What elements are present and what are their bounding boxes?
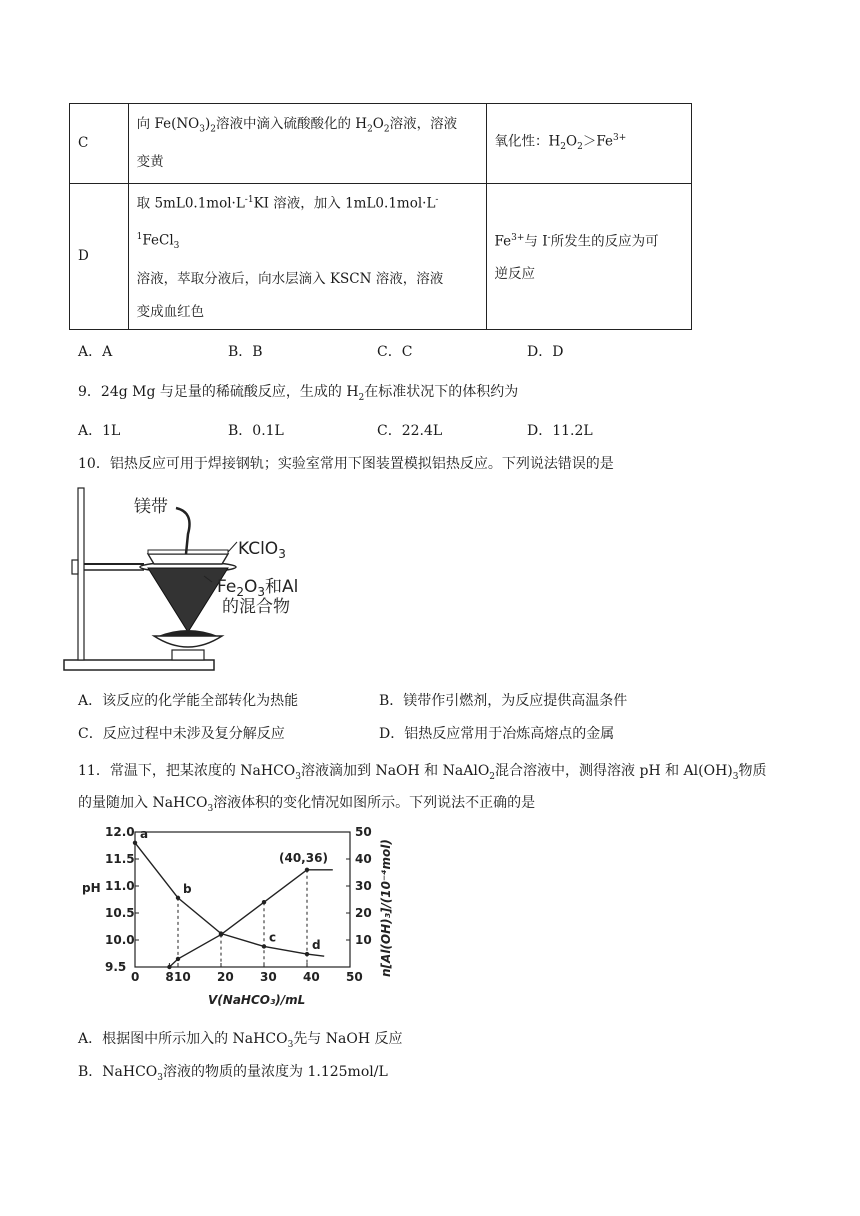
- option-b[interactable]: B．0.1L: [228, 423, 284, 439]
- ph-point-label: c: [269, 930, 277, 945]
- y-right-tick-label: 40: [355, 852, 372, 866]
- question-11-line-2: 的量随加入 NaHCO$_3$溶液体积的变化情况如图所示。下列说法不正确的是: [78, 795, 536, 814]
- x-tick-label: 40: [303, 970, 320, 984]
- y-left-axis-label: pH: [82, 881, 101, 895]
- conclusion-cell: 氧化性：$H_2O_2>Fe^{3+}$: [486, 104, 691, 184]
- option-b[interactable]: B．镁带作引燃剂，为反应提供高温条件: [379, 693, 628, 709]
- label-kclo3: KClO: [238, 539, 279, 559]
- x-tick-label: 50: [346, 970, 363, 984]
- question-10: 10．铝热反应可用于焊接钢轨；实验室常用下图装置模拟铝热反应。下列说法错误的是: [78, 456, 614, 472]
- ph-point-label: d: [312, 938, 321, 953]
- experiment-cell: 取 $5mL0.1mol\cdot L^{-1}KI$ 溶液，加入 $1mL0.1mol\cdot L^{-1}FeCl_3$ 溶液，萃取分液后，向水层滴入 KSCN 溶液，溶液 变成血红色: [128, 184, 486, 330]
- row-letter: D: [70, 184, 129, 330]
- y-right-tick-label: 50: [355, 825, 372, 839]
- thermite-apparatus-diagram: [62, 484, 322, 674]
- label-mixture: 的混合物: [222, 597, 290, 617]
- y-right-tick-label: 10: [355, 933, 372, 947]
- option-a[interactable]: A．A: [78, 344, 113, 360]
- y-left-tick-label: 10.0: [105, 933, 135, 947]
- ph-point-label: a: [140, 826, 149, 841]
- svg-text:KClO3: KClO$_3$: [238, 539, 286, 561]
- svg-text:Fe2O3和Al: $Fe_2O_3$和Al: [217, 577, 299, 599]
- question-9: 9．24g Mg 与足量的稀硫酸反应，生成的 $H_2$在标准状况下的体积约为: [78, 384, 519, 403]
- y-left-tick-label: 11.5: [105, 852, 135, 866]
- conclusion-cell: $Fe^{3+}$与 I-所发生的反应为可 逆反应: [486, 184, 691, 330]
- annotation-label: (40,36): [279, 850, 328, 865]
- x-tick-label: 8: [165, 970, 174, 984]
- ph-chart: [80, 822, 393, 1012]
- y-left-tick-label: 12.0: [105, 825, 135, 839]
- option-c[interactable]: C．22.4L: [377, 423, 443, 439]
- x-axis-label: V(NaHCO₃)/mL: [208, 993, 306, 1007]
- x-tick-label: 10: [174, 970, 191, 984]
- y-left-tick-label: 11.0: [105, 879, 135, 893]
- option-b[interactable]: B．NaHCO$_3$溶液的物质的量浓度为 1.125mol/L: [78, 1064, 388, 1083]
- y-left-tick-label: 9.5: [105, 960, 127, 974]
- question-11-line-1: 11．常温下，把某浓度的 NaHCO$_3$溶液滴加到 NaOH 和 NaAlO$_2$混合溶液中，测得溶液 pH 和 $Al(OH)_3$物质: [78, 763, 767, 782]
- table-row: [70, 104, 692, 184]
- row-letter: C: [70, 104, 129, 184]
- table-row: [70, 184, 692, 330]
- y-right-axis-label: n[Al(OH)₃]/(10⁻⁴mol): [379, 839, 393, 977]
- option-c[interactable]: C．反应过程中未涉及复分解反应: [78, 726, 285, 742]
- option-b[interactable]: B．B: [228, 344, 263, 360]
- x-tick-label: 30: [260, 970, 277, 984]
- experiment-cell: 向 $Fe(NO_3)_2$溶液中滴入硫酸酸化的 $H_2O_2$溶液，溶液 变黄: [128, 104, 486, 184]
- question-table: [69, 103, 692, 330]
- option-d[interactable]: D．铝热反应常用于冶炼高熔点的金属: [379, 726, 615, 742]
- option-a[interactable]: A．根据图中所示加入的 NaHCO$_3$先与 NaOH 反应: [78, 1031, 403, 1050]
- option-d[interactable]: D．D: [527, 344, 564, 360]
- y-right-tick-label: 30: [355, 879, 372, 893]
- aloh3-point: [167, 965, 171, 969]
- option-a[interactable]: A．该反应的化学能全部转化为热能: [78, 693, 299, 709]
- ph-point-label: b: [183, 881, 192, 896]
- y-left-tick-label: 10.5: [105, 906, 135, 920]
- x-tick-label: 0: [131, 970, 140, 984]
- ph-point: [133, 841, 137, 845]
- y-right-tick-label: 20: [355, 906, 372, 920]
- option-d[interactable]: D．11.2L: [527, 423, 593, 439]
- label-mg: 镁带: [134, 497, 168, 517]
- x-tick-label: 20: [217, 970, 234, 984]
- option-a[interactable]: A．1L: [78, 423, 121, 439]
- option-c[interactable]: C．C: [377, 344, 413, 360]
